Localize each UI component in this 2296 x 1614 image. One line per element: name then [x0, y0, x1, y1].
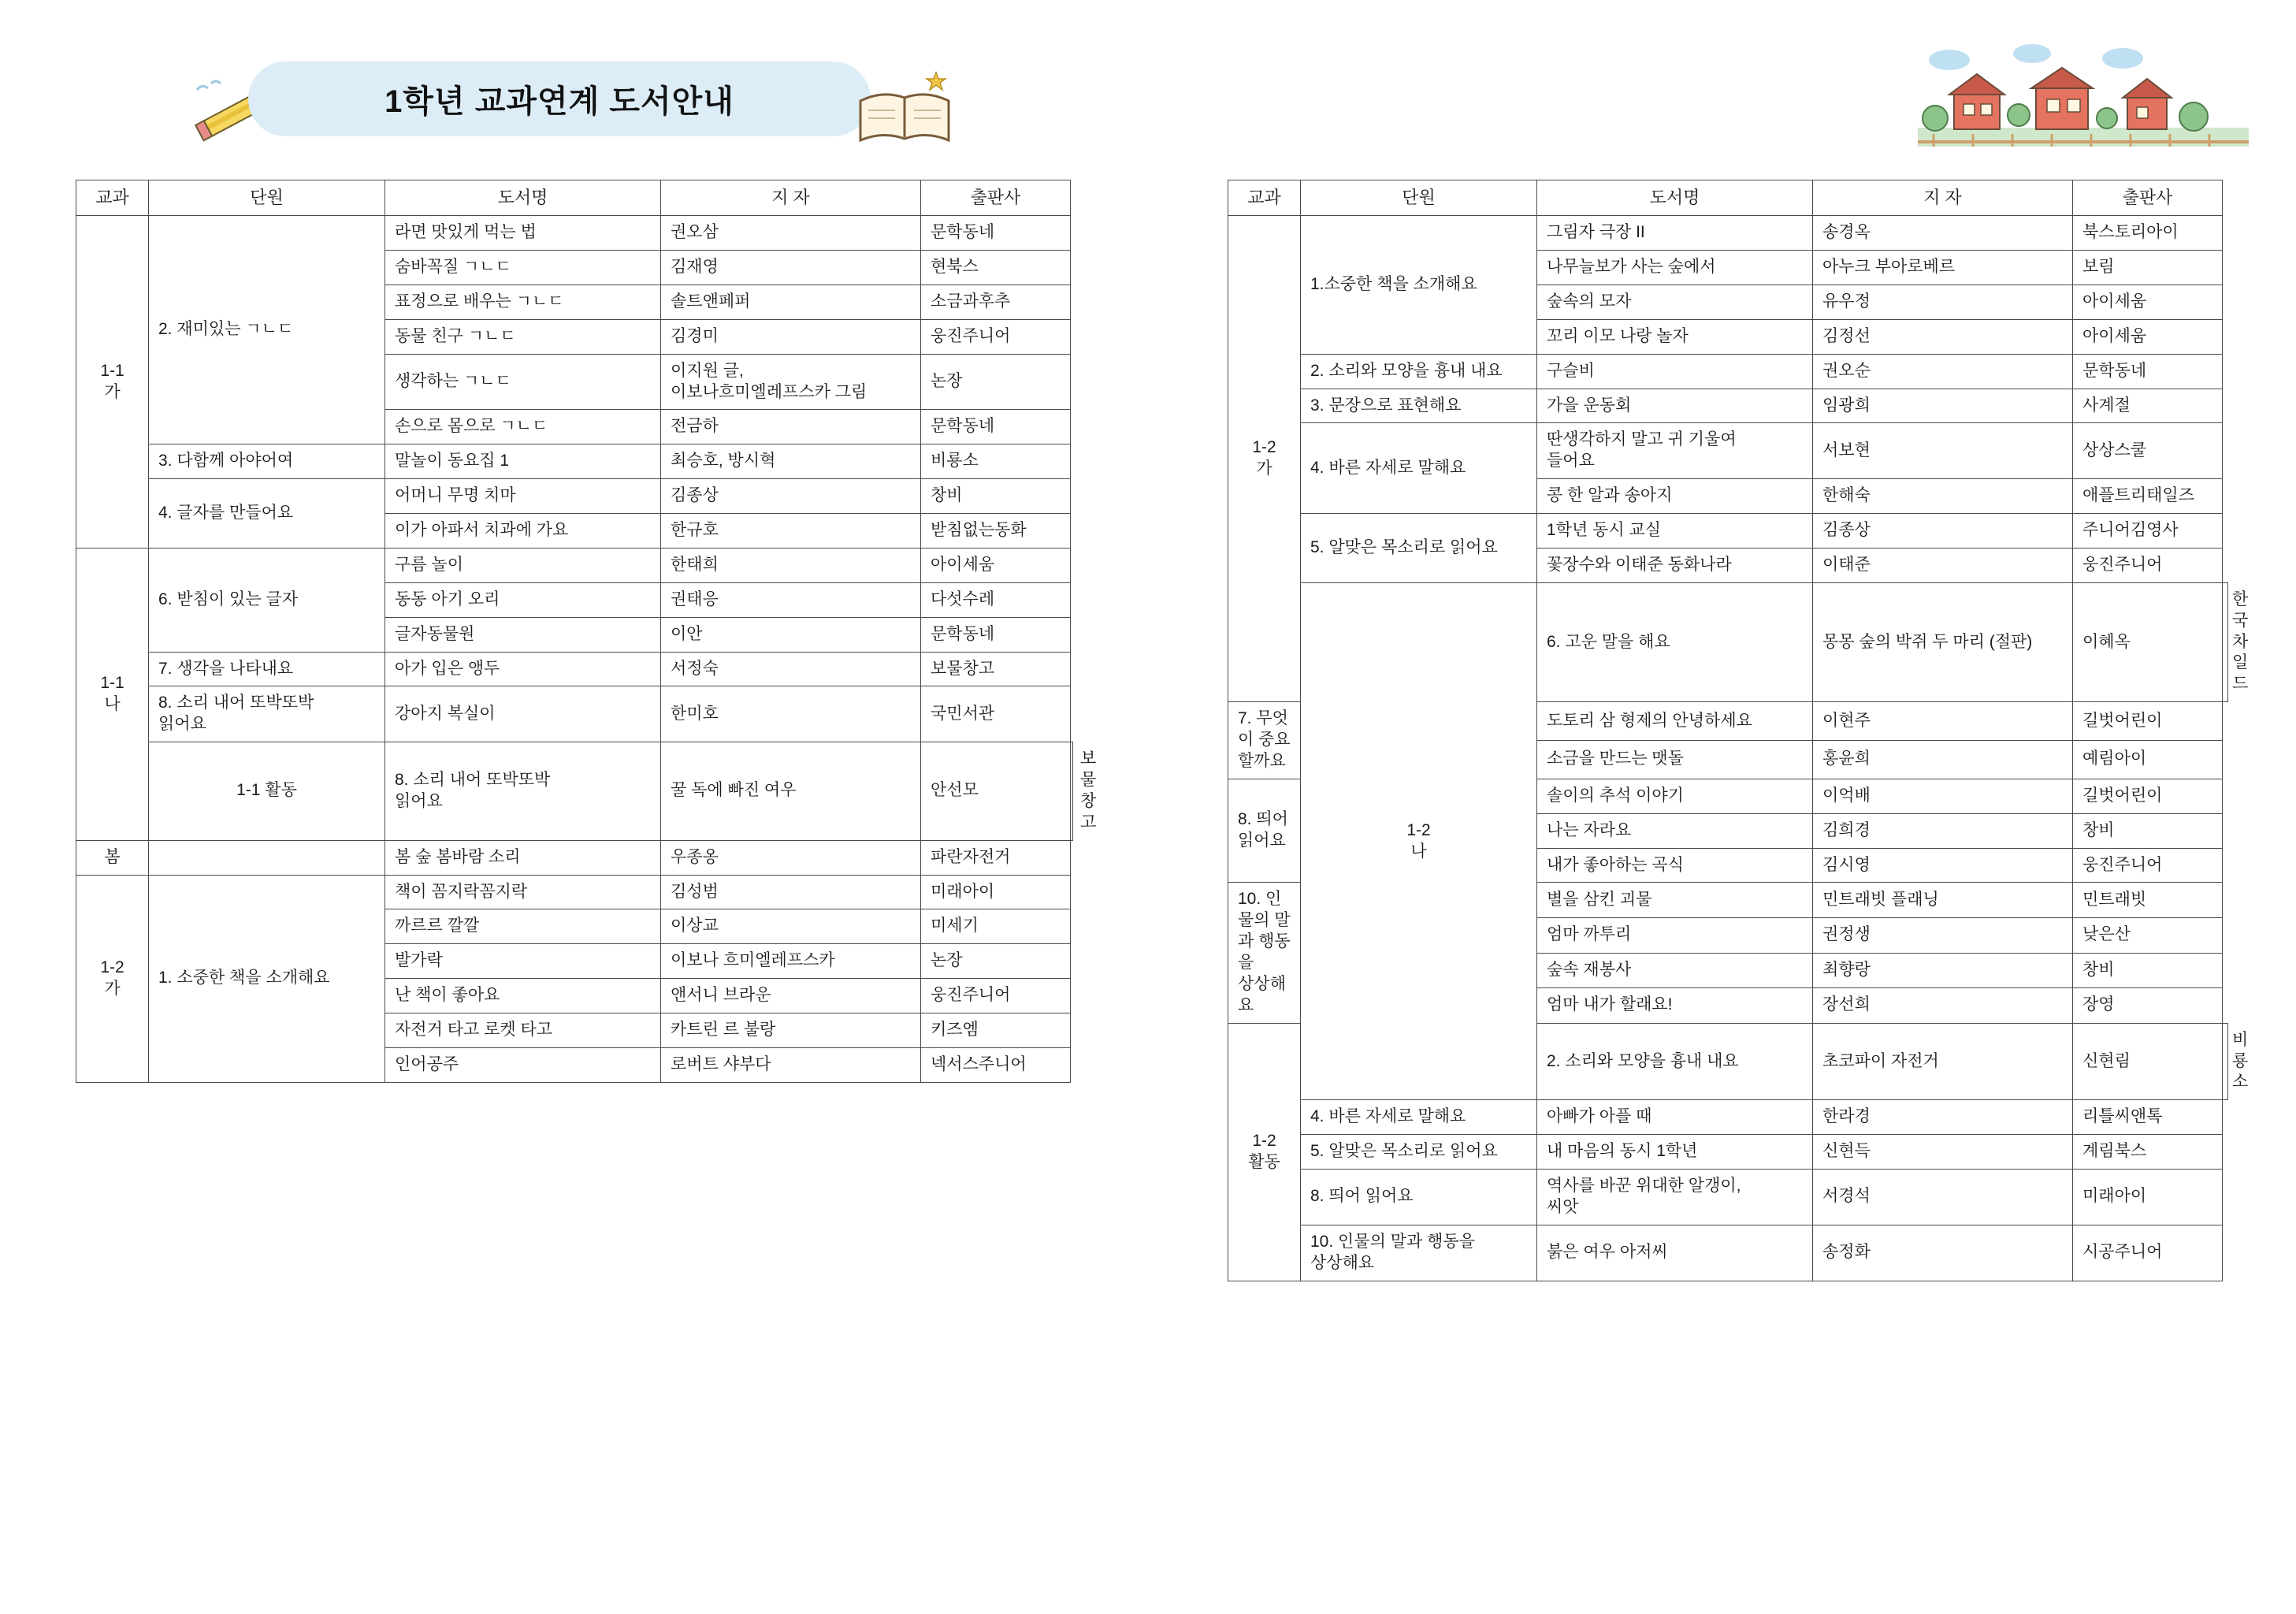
cell-book-title: 아가 입은 앵두 [385, 652, 661, 686]
cell-unit: 8. 소리 내어 또박또박 읽어요 [385, 742, 661, 841]
cell-publisher: 웅진주니어 [921, 979, 1071, 1013]
cell-publisher: 웅진주니어 [921, 319, 1071, 354]
col-header-publisher: 출판사 [2073, 180, 2223, 216]
cell-author: 카트린 르 불랑 [661, 1013, 921, 1048]
cell-book-title: 이가 아파서 치과에 가요 [385, 514, 661, 549]
col-header-author: 지 자 [1813, 180, 2073, 216]
cell-book-title: 소금을 만드는 맷돌 [1537, 740, 1813, 779]
open-book-icon [851, 69, 961, 156]
cell-unit: 4. 바른 자세로 말해요 [1301, 423, 1537, 514]
cell-publisher: 아이세움 [921, 548, 1071, 582]
cell-unit [149, 840, 385, 875]
cell-publisher: 미래아이 [921, 875, 1071, 909]
cell-author: 민트래빗 플래닝 [1813, 883, 2073, 918]
cell-unit: 10. 인물의 말과 행동을 상상해요 [1228, 883, 1301, 1023]
cell-book-title: 숲속 재봉사 [1537, 953, 1813, 988]
table-row [76, 652, 1073, 686]
cell-book-title: 손으로 몸으로 ㄱㄴㄷ [385, 410, 661, 444]
cell-book-title: 딴생각하지 말고 귀 기울여 들어요 [1537, 423, 1813, 479]
cell-publisher: 낮은산 [2073, 917, 2223, 953]
cell-book-title: 엄마 까투리 [1537, 917, 1813, 953]
cell-publisher: 아이세움 [2073, 319, 2223, 354]
cell-author: 권태응 [661, 582, 921, 617]
col-header-title: 도서명 [385, 180, 661, 216]
cell-author: 최승호, 방시혁 [661, 444, 921, 479]
cell-publisher: 현북스 [921, 251, 1071, 285]
cell-unit: 3. 다함께 아야어여 [149, 444, 385, 479]
cell-publisher: 국민서관 [921, 686, 1071, 742]
cell-author: 서정숙 [661, 652, 921, 686]
cell-unit: 3. 문장으로 표현해요 [1301, 389, 1537, 423]
cell-subject: 1-1 나 [76, 548, 149, 840]
cell-publisher: 민트래빗 [2073, 883, 2223, 918]
cell-subject: 1-1 활동 [149, 742, 385, 841]
col-header-subject: 교과 [1228, 180, 1301, 216]
cell-book-title: 인어공주 [385, 1047, 661, 1082]
cell-publisher: 다섯수레 [921, 582, 1071, 617]
cell-book-title: 1학년 동시 교실 [1537, 514, 1813, 549]
cell-book-title: 자전거 타고 로켓 타고 [385, 1013, 661, 1048]
cell-author: 홍윤희 [1813, 740, 2073, 779]
cell-publisher: 웅진주니어 [2073, 548, 2223, 582]
cell-book-title: 숲속의 모자 [1537, 284, 1813, 319]
cell-unit: 6. 받침이 있는 글자 [149, 548, 385, 652]
cell-book-title: 엄마 내가 할래요! [1537, 988, 1813, 1024]
cell-subject: 1-2 가 [1228, 216, 1301, 702]
cell-author: 장선희 [1813, 988, 2073, 1024]
cell-author: 한해숙 [1813, 479, 2073, 514]
cell-author: 이태준 [1813, 548, 2073, 582]
cell-author: 한규호 [661, 514, 921, 549]
cell-publisher: 시공주니어 [2073, 1225, 2223, 1281]
cell-publisher: 논장 [921, 944, 1071, 979]
cell-publisher: 길벗어린이 [2073, 779, 2223, 813]
title-banner [248, 61, 871, 136]
cell-author: 권정생 [1813, 917, 2073, 953]
cell-author: 권오순 [1813, 354, 2073, 389]
cell-publisher: 문학동네 [921, 617, 1071, 652]
col-header-author: 지 자 [661, 180, 921, 216]
cell-author: 솔트앤페퍼 [661, 284, 921, 319]
cell-unit: 1. 소중한 책을 소개해요 [149, 875, 385, 1082]
cell-author: 김성범 [661, 875, 921, 909]
cell-publisher: 보림 [2073, 251, 2223, 285]
cell-author: 안선모 [921, 742, 1071, 841]
cell-book-title: 솔이의 추석 이야기 [1537, 779, 1813, 813]
table-row [1228, 216, 2228, 251]
table-row [76, 686, 1073, 742]
table-row [1228, 514, 2228, 549]
cell-book-title: 까르르 깔깔 [385, 909, 661, 944]
cell-unit: 2. 소리와 모양을 흉내 내요 [1537, 1023, 1813, 1100]
cell-author: 한라경 [1813, 1100, 2073, 1135]
cell-author: 이억배 [1813, 779, 2073, 813]
table-row [1228, 1170, 2228, 1225]
table-row [1228, 389, 2228, 423]
cell-book-title: 꼬리 이모 나랑 놀자 [1537, 319, 1813, 354]
cell-author: 서경석 [1813, 1170, 2073, 1225]
table-row [76, 216, 1073, 251]
cell-author: 김정선 [1813, 319, 2073, 354]
cell-book-title: 붉은 여우 아저씨 [1537, 1225, 1813, 1281]
cell-publisher: 비룡소 [921, 444, 1071, 479]
cell-author: 우종옹 [661, 840, 921, 875]
cell-book-title: 나는 자라요 [1537, 813, 1813, 848]
cell-book-title: 구슬비 [1537, 354, 1813, 389]
cell-unit: 5. 알맞은 목소리로 읽어요 [1301, 514, 1537, 583]
table-row [76, 875, 1073, 909]
cell-unit: 4. 글자를 만들어요 [149, 479, 385, 549]
cell-unit: 8. 띄어 읽어요 [1301, 1170, 1537, 1225]
cell-book-title: 생각하는 ㄱㄴㄷ [385, 354, 661, 410]
book-table-left [76, 180, 1097, 1083]
cell-subject: 1-2 가 [76, 875, 149, 1082]
cell-publisher: 비룡소 [2223, 1023, 2228, 1100]
cell-author: 김경미 [661, 319, 921, 354]
cell-book-title: 초코파이 자전거 [1813, 1023, 2073, 1100]
table-row [1228, 423, 2228, 479]
cell-unit: 8. 띄어 읽어요 [1228, 779, 1301, 883]
cell-publisher: 키즈엠 [921, 1013, 1071, 1048]
cell-subject: 1-1 가 [76, 216, 149, 549]
cell-book-title: 봄 숲 봄바람 소리 [385, 840, 661, 875]
table-header-row [76, 180, 1073, 216]
cell-publisher: 보물창고 [1071, 742, 1073, 841]
cell-publisher: 미세기 [921, 909, 1071, 944]
cell-book-title: 내가 좋아하는 곡식 [1537, 848, 1813, 883]
cell-author: 권오삼 [661, 216, 921, 251]
page-header [189, 61, 969, 144]
cell-author: 이상교 [661, 909, 921, 944]
col-header-title: 도서명 [1537, 180, 1813, 216]
cell-book-title: 콩 한 알과 송아지 [1537, 479, 1813, 514]
table-row [76, 548, 1073, 582]
cell-author: 이현주 [1813, 702, 2073, 741]
cell-publisher: 사계절 [2073, 389, 2223, 423]
cell-publisher: 주니어김영사 [2073, 514, 2223, 549]
cell-unit: 8. 소리 내어 또박또박 읽어요 [149, 686, 385, 742]
cell-book-title: 라면 맛있게 먹는 법 [385, 216, 661, 251]
cell-subject: 1-2 활동 [1228, 1023, 1301, 1281]
cell-book-title: 역사를 바꾼 위대한 알갱이, 씨앗 [1537, 1170, 1813, 1225]
table-header-row [1228, 180, 2228, 216]
cell-publisher: 계림북스 [2073, 1135, 2223, 1170]
cell-publisher: 문학동네 [921, 216, 1071, 251]
cell-book-title: 동동 아기 오리 [385, 582, 661, 617]
table-row [1228, 354, 2228, 389]
cell-publisher: 웅진주니어 [2073, 848, 2223, 883]
table-body-left [76, 216, 1097, 1083]
table-row [76, 840, 1073, 875]
cell-publisher: 문학동네 [2073, 354, 2223, 389]
cell-publisher: 창비 [921, 479, 1071, 514]
cell-publisher: 창비 [2073, 813, 2223, 848]
cell-unit: 2. 재미있는 ㄱㄴㄷ [149, 216, 385, 444]
cell-author: 송경옥 [1813, 216, 2073, 251]
cell-publisher: 논장 [921, 354, 1071, 410]
cell-book-title: 난 책이 좋아요 [385, 979, 661, 1013]
cell-publisher: 장영 [2073, 988, 2223, 1024]
cell-unit: 6. 고운 말을 해요 [1537, 582, 1813, 701]
cell-author: 서보현 [1813, 423, 2073, 479]
cell-unit: 2. 소리와 모양을 흉내 내요 [1301, 354, 1537, 389]
cell-subject: 봄 [76, 840, 149, 875]
cell-book-title: 동물 친구 ㄱㄴㄷ [385, 319, 661, 354]
cell-publisher: 아이세움 [2073, 284, 2223, 319]
cell-author: 김시영 [1813, 848, 2073, 883]
cell-publisher: 상상스쿨 [2073, 423, 2223, 479]
cell-author: 한태희 [661, 548, 921, 582]
table-row [1228, 1135, 2228, 1170]
cell-author: 로버트 샤부다 [661, 1047, 921, 1082]
cell-author: 이혜옥 [2073, 582, 2223, 701]
cell-author: 이지원 글, 이보나흐미엘레프스카 그림 [661, 354, 921, 410]
cell-book-title: 꽃장수와 이태준 동화나라 [1537, 548, 1813, 582]
cell-book-title: 발가락 [385, 944, 661, 979]
cell-publisher: 리틀씨앤톡 [2073, 1100, 2223, 1135]
cell-book-title: 숨바꼭질 ㄱㄴㄷ [385, 251, 661, 285]
cell-author: 김종상 [661, 479, 921, 514]
table-row [76, 479, 1073, 514]
cell-author: 전금하 [661, 410, 921, 444]
cell-publisher: 북스토리아이 [2073, 216, 2223, 251]
cell-author: 김희경 [1813, 813, 2073, 848]
cell-book-title: 그림자 극장 II [1537, 216, 1813, 251]
cell-book-title: 책이 꼼지락꼼지락 [385, 875, 661, 909]
cell-publisher: 넥서스주니어 [921, 1047, 1071, 1082]
cell-author: 신현득 [1813, 1135, 2073, 1170]
cell-unit: 7. 생각을 나타내요 [149, 652, 385, 686]
cell-book-title: 몽몽 숲의 박쥐 두 마리 (절판) [1813, 582, 2073, 701]
cell-book-title: 표정으로 배우는 ㄱㄴㄷ [385, 284, 661, 319]
table-row [76, 742, 1073, 841]
table-row [1228, 1225, 2228, 1281]
cell-book-title: 꿀 독에 빠진 여우 [661, 742, 921, 841]
cell-author: 이보나 흐미엘레프스카 [661, 944, 921, 979]
cell-author: 이안 [661, 617, 921, 652]
table-body-right [1228, 216, 2249, 1281]
cell-author: 유우정 [1813, 284, 2073, 319]
table-row [1228, 1100, 2228, 1135]
cell-publisher: 예림아이 [2073, 740, 2223, 779]
cell-book-title: 아빠가 아플 때 [1537, 1100, 1813, 1135]
cell-book-title: 글자동물원 [385, 617, 661, 652]
cell-publisher: 파란자전거 [921, 840, 1071, 875]
cell-book-title: 가을 운동회 [1537, 389, 1813, 423]
col-header-subject: 교과 [76, 180, 149, 216]
cell-author: 임광희 [1813, 389, 2073, 423]
cell-author: 한미호 [661, 686, 921, 742]
cell-publisher: 창비 [2073, 953, 2223, 988]
cell-author: 신현림 [2073, 1023, 2223, 1100]
cell-publisher: 한국차일드 [2223, 582, 2228, 701]
cell-author: 최향랑 [1813, 953, 2073, 988]
cell-publisher: 애플트리태일즈 [2073, 479, 2223, 514]
cell-book-title: 도토리 삼 형제의 안녕하세요 [1537, 702, 1813, 741]
cell-book-title: 어머니 무명 치마 [385, 479, 661, 514]
cell-unit: 4. 바른 자세로 말해요 [1301, 1100, 1537, 1135]
cell-book-title: 나무늘보가 사는 숲에서 [1537, 251, 1813, 285]
cell-author: 송정화 [1813, 1225, 2073, 1281]
cell-unit: 10. 인물의 말과 행동을 상상해요 [1301, 1225, 1537, 1281]
cell-book-title: 말놀이 동요집 1 [385, 444, 661, 479]
cell-unit: 1.소중한 책을 소개해요 [1301, 216, 1537, 355]
cell-publisher: 길벗어린이 [2073, 702, 2223, 741]
cell-author: 아누크 부아로베르 [1813, 251, 2073, 285]
cell-book-title: 별을 삼킨 괴물 [1537, 883, 1813, 918]
cell-unit: 7. 무엇이 중요할까요 [1228, 702, 1301, 779]
col-header-unit: 단원 [149, 180, 385, 216]
col-header-unit: 단원 [1301, 180, 1537, 216]
cell-publisher: 소금과후추 [921, 284, 1071, 319]
cell-publisher: 문학동네 [921, 410, 1071, 444]
cell-publisher: 보물창고 [921, 652, 1071, 686]
town-illustration-icon [1918, 39, 2249, 158]
col-header-publisher: 출판사 [921, 180, 1071, 216]
cell-author: 앤서니 브라운 [661, 979, 921, 1013]
cell-publisher: 받침없는동화 [921, 514, 1071, 549]
cell-author: 김재영 [661, 251, 921, 285]
book-table-right [1228, 180, 2249, 1281]
cell-subject: 1-2 나 [1301, 582, 1537, 1100]
cell-publisher: 미래아이 [2073, 1170, 2223, 1225]
cell-book-title: 내 마음의 동시 1학년 [1537, 1135, 1813, 1170]
cell-author: 김종상 [1813, 514, 2073, 549]
table-row [76, 444, 1073, 479]
cell-book-title: 구름 놀이 [385, 548, 661, 582]
cell-book-title: 강아지 복실이 [385, 686, 661, 742]
page-title: 1학년 교과연계 도서안내 [385, 84, 734, 119]
cell-unit: 5. 알맞은 목소리로 읽어요 [1301, 1135, 1537, 1170]
table-row [1228, 582, 2228, 701]
